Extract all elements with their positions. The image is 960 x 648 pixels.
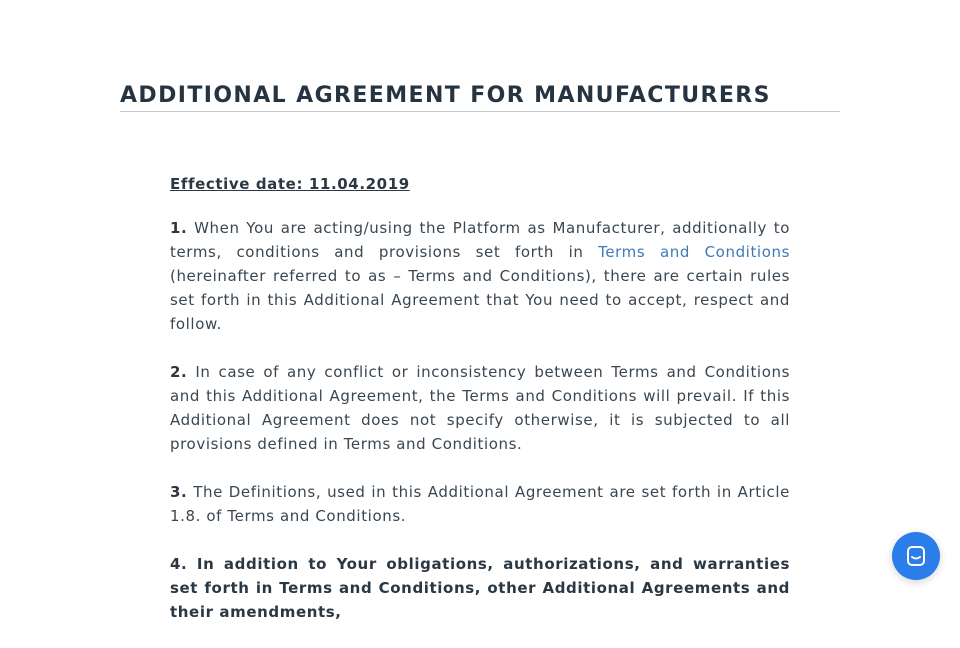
paragraph-number: 2. [170, 363, 188, 381]
paragraph-number: 4. [170, 555, 188, 573]
agreement-content [170, 172, 790, 648]
paragraph-text: When You are acting/using the Platform as Manufacturer, additionally to terms, conditions and provisions set forth in [170, 219, 790, 261]
paragraph-number: 3. [170, 483, 188, 501]
paragraph-3 [170, 480, 790, 528]
paragraph-text: (hereinafter referred to as – Terms and Conditions), there are certain rules set forth in this Additional Agreement that You need to accept, respect and follow. [170, 267, 790, 333]
chat-launcher-button[interactable] [892, 532, 940, 580]
chat-icon [904, 544, 928, 568]
paragraph-text: In case of any conflict or inconsistency between Terms and Conditions and this Additional Agreement, the Terms and Conditions will prevail. If this Additional Agreement does not specify otherwise, it is subjected to all provisions defined in Terms and Conditions. [170, 363, 790, 453]
paragraph-text: The Definitions, used in this Additional Agreement are set forth in Article 1.8. of Terms and Conditions. [170, 483, 790, 525]
paragraph-4 [170, 552, 790, 624]
effective-date: Effective date: 11.04.2019 [170, 175, 410, 193]
terms-and-conditions-link[interactable]: Terms and Conditions [598, 243, 791, 261]
title-divider [120, 111, 840, 112]
paragraph-2 [170, 360, 790, 456]
paragraph-number: 1. [170, 219, 188, 237]
paragraph-1 [170, 216, 790, 336]
page-title: ADDITIONAL AGREEMENT FOR MANUFACTURERS [120, 83, 771, 108]
paragraph-text: In addition to Your obligations, authorizations, and warranties set forth in Terms and Conditions, other Additional Agreements and their amendments, [170, 555, 790, 621]
